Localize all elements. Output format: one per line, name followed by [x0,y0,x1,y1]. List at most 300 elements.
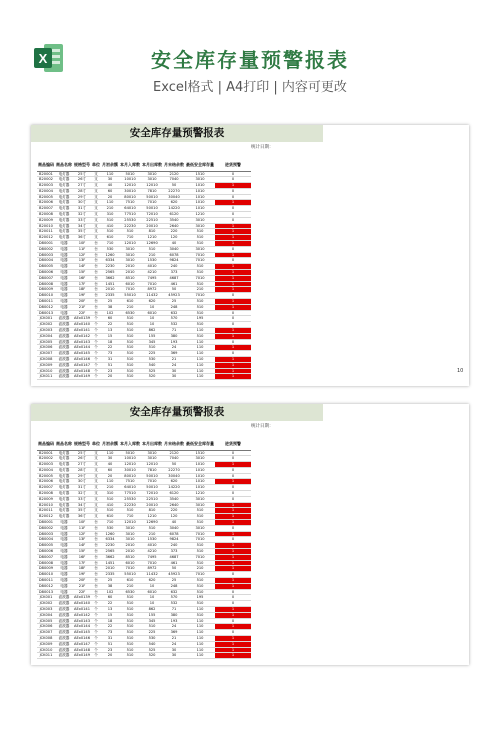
table-cell: 2120 [163,450,185,456]
table-cell: 支 [91,473,101,479]
table-cell: 1210 [185,212,215,218]
table-cell: 20 [101,653,119,659]
table-cell: 电器 [55,287,73,293]
table-cell: B20002 [37,177,55,183]
table-cell: JCK008 [37,636,55,642]
table-cell: 3010 [185,525,215,531]
table-cell: 510 [101,496,119,502]
table-cell: 滤波器 [55,333,73,339]
table-cell: 1510 [185,450,215,456]
table-cell: 台 [91,293,101,299]
table-cell: JCK001 [37,316,55,322]
table-cell: 电灯器 [55,235,73,241]
table-cell: 510 [185,612,215,618]
table-cell: 3010 [185,223,215,229]
table-cell: 510 [119,618,141,624]
table-cell: 21F [73,583,91,589]
table-row [37,374,251,380]
table-cell: B20006 [37,200,55,206]
restock-alert-cell: 1 [215,607,251,613]
table-cell: 620 [163,479,185,485]
table-cell: 6334 [101,537,119,543]
table-cell: 155 [141,333,163,339]
table-cell: B20005 [37,194,55,200]
table-cell: D80004 [38,537,54,542]
table-cell: 15F [73,270,91,276]
table-cell: AEx0143 [74,618,91,623]
restock-alert-cell: 1 [215,543,251,549]
table-cell: 支 [91,194,101,200]
table-cell: 4687 [163,554,185,560]
restock-alert-cell: 0 [215,177,251,183]
table-cell: 滤波器 [55,374,73,380]
table-cell: 台 [91,554,101,560]
column-header: 本月入库数 [119,159,141,171]
table-cell: 510 [185,520,215,526]
table-cell: 个 [91,351,101,357]
table-cell: 532 [163,601,185,607]
table-cell: 10 [141,316,163,322]
table-cell: JCK009 [37,362,55,368]
table-cell: B20007 [37,485,55,491]
table-cell: AEx0149 [74,653,91,658]
table-cell: 525 [141,368,163,374]
table-cell: 6078 [163,252,185,258]
table-cell: 50 [163,462,185,468]
table-cell: 30010 [119,188,141,194]
table-cell: 22270 [163,188,185,194]
table-cell: JCK010 [37,647,55,653]
table-cell: 支 [91,502,101,508]
table-cell: 2565 [101,549,119,555]
restock-alert-cell: 1 [215,636,251,642]
table-cell: 23 [101,647,119,653]
restock-alert-cell: 1 [215,252,251,258]
table-cell: 60 [101,316,119,322]
table-cell: 3010 [141,450,163,456]
table-cell: D80002 [38,525,54,530]
table-cell: 540 [141,362,163,368]
table-cell: 10 [141,583,163,589]
table-cell: D80010 [38,572,54,577]
table-cell: D80011 [38,299,54,304]
table-cell: 4687 [163,275,185,281]
table-cell: 24 [163,624,185,630]
restock-alert-cell: 1 [215,641,251,647]
table-cell: 50 [163,287,185,293]
svg-text:X: X [38,51,48,66]
table-cell: 个 [91,333,101,339]
table-cell: 支 [91,200,101,206]
table-cell: 30 [101,456,119,462]
restock-alert-cell: 0 [215,351,251,357]
table-cell: 支 [91,223,101,229]
table-cell: 510 [185,333,215,339]
restock-alert-cell: 0 [215,572,251,578]
restock-alert-cell: 1 [215,560,251,566]
table-cell: 1530 [141,537,163,543]
page-header [0,0,500,120]
table-cell: 7010 [185,252,215,258]
table-cell: B20001 [37,171,55,177]
table-cell: D80009 [38,566,54,571]
table-cell: JCK009 [37,641,55,647]
table-cell: 510 [185,589,215,595]
table-cell: 18 [101,618,119,624]
table-cell: 25寸 [73,450,91,456]
table-cell: 80010 [119,194,141,200]
table-cell: 支 [91,479,101,485]
table-cell: 510 [101,508,119,514]
table-cell: 102 [101,310,119,316]
restock-alert-cell: 1 [215,374,251,380]
table-cell: 110 [185,618,215,624]
table-cell: 个 [91,328,101,334]
sheet-date-label: 统计日期： [251,424,274,429]
restock-alert-cell: 0 [215,310,251,316]
table-cell: 510 [119,328,141,334]
table-cell: 21F [73,304,91,310]
table-cell: 1451 [101,281,119,287]
table-cell: 532 [163,322,185,328]
restock-alert-cell: 0 [215,212,251,218]
table-cell: 510 [185,235,215,241]
restock-alert-cell: 0 [215,467,251,473]
table-cell: 30040 [163,194,185,200]
table-cell: 电灯器 [55,450,73,456]
table-cell: 110 [185,624,215,630]
table-cell: 3010 [185,217,215,223]
table-cell: 2230 [101,543,119,549]
table-cell: 28寸 [73,467,91,473]
table-cell: 510 [119,316,141,322]
table-cell: 510 [119,647,141,653]
table-cell: 个 [91,618,101,624]
table-cell: 滤波器 [55,607,73,613]
restock-alert-cell: 1 [215,583,251,589]
table-cell: 个 [91,653,101,659]
table-cell: 1260 [101,531,119,537]
table-cell: AEx0147 [74,641,91,646]
table-cell: 支 [91,183,101,189]
table-cell: 2010 [119,270,141,276]
table-cell: 510 [119,641,141,647]
restock-alert-cell: 0 [215,496,251,502]
table-cell: 3010 [141,177,163,183]
table-cell: 台 [91,304,101,310]
table-cell: 个 [91,322,101,328]
table-cell: JCK011 [37,653,55,659]
table-cell: 40 [101,183,119,189]
table-cell: 30 [163,647,185,653]
table-cell: 3010 [185,246,215,252]
table-cell: 10 [141,304,163,310]
table-cell: 30寸 [73,479,91,485]
table-cell: 461 [163,560,185,566]
table-cell: 6120 [163,491,185,497]
table-cell: 电器 [55,525,73,531]
table-cell: 10010 [119,177,141,183]
table-cell: 电灯器 [55,183,73,189]
table-cell: 7810 [141,188,163,194]
table-cell: B20004 [37,188,55,194]
table-cell: 电灯器 [55,229,73,235]
table-cell: 3040 [163,246,185,252]
table-cell: 64010 [119,485,141,491]
table-cell: 248 [163,583,185,589]
table-cell: 10F [73,241,91,247]
table-cell: 13F [73,258,91,264]
restock-alert-cell: 0 [215,246,251,252]
table-cell: 电器 [55,246,73,252]
table-cell: 电器 [55,293,73,299]
table-cell: 20 [101,194,119,200]
table-cell: 510 [141,624,163,630]
table-cell: 7010 [141,200,163,206]
table-cell: 862 [141,607,163,613]
table-cell: B20008 [37,491,55,497]
table-cell: 26寸 [73,456,91,462]
table-cell: 510 [185,508,215,514]
restock-alert-cell: 0 [215,595,251,601]
table-cell: D80007 [38,554,54,559]
table-cell: 2565 [101,270,119,276]
table-cell: 369 [163,630,185,636]
table-cell: 个 [91,595,101,601]
table-cell: 个 [91,362,101,368]
table-cell: 12690 [141,520,163,526]
restock-alert-cell: 1 [215,223,251,229]
table-cell: D80012 [38,304,54,309]
table-cell: 13 [101,328,119,334]
table-cell: 72010 [141,212,163,218]
table-cell: D80007 [38,275,54,280]
table-cell: 632 [163,589,185,595]
table-cell: 110 [185,653,215,659]
table-cell: 2230 [101,264,119,270]
table-cell: B20011 [37,229,55,235]
table-cell: 210 [101,206,119,212]
table-cell: 25530 [119,496,141,502]
table-cell: 滤波器 [55,351,73,357]
table-cell: 电灯器 [55,456,73,462]
table-cell: 台 [91,310,101,316]
table-cell: 滤波器 [55,362,73,368]
table-cell: 6010 [119,281,141,287]
table-cell: 30 [101,177,119,183]
table-cell: AEx0141 [74,607,91,612]
table-cell: 12010 [119,520,141,526]
table-cell: 电灯器 [55,491,73,497]
restock-alert-cell: 1 [215,566,251,572]
restock-alert-cell: 0 [215,188,251,194]
column-header: 本月出库数 [141,159,163,171]
table-cell: 支 [91,496,101,502]
table-cell: 7010 [141,281,163,287]
table-cell: 3010 [119,252,141,258]
sheet-title: 安全库存量预警报表 [31,125,323,142]
table-cell: 810 [141,229,163,235]
table-cell: 1010 [185,467,215,473]
table-cell: 5010 [119,171,141,177]
restock-alert-cell: 1 [215,229,251,235]
table-cell: 12010 [141,183,163,189]
table-cell: 1010 [185,188,215,194]
table-cell: 18F [73,287,91,293]
table-cell: 610 [101,514,119,520]
table-cell: B20011 [37,508,55,514]
table-cell: 14220 [163,206,185,212]
table-cell: 77510 [119,491,141,497]
table-cell: 3010 [141,456,163,462]
table-cell: 45923 [163,572,185,578]
table-cell: 210 [101,485,119,491]
table-cell: 410 [101,223,119,229]
table-cell: 55010 [119,572,141,578]
table-cell: 台 [91,258,101,264]
table-cell: 50 [163,566,185,572]
table-cell: 510 [185,264,215,270]
table-cell: 210 [141,252,163,258]
stock-table [37,159,251,380]
restock-alert-cell: 1 [215,647,251,653]
table-cell: 22230 [119,223,141,229]
table-cell: 支 [91,467,101,473]
table-cell: 4210 [141,549,163,555]
table-cell: 20 [101,374,119,380]
restock-alert-cell: 1 [215,304,251,310]
table-cell: 220 [163,229,185,235]
table-cell: 滤波器 [55,328,73,334]
table-cell: 支 [91,450,101,456]
table-cell: 610 [119,299,141,305]
table-cell: 30 [163,374,185,380]
restock-alert-cell: 1 [215,502,251,508]
restock-alert-cell: 1 [215,183,251,189]
table-cell: 18 [101,339,119,345]
table-cell: 7010 [141,479,163,485]
table-cell: 1260 [101,252,119,258]
table-cell: 10 [141,322,163,328]
table-cell: 2010 [119,543,141,549]
stock-table [37,438,251,659]
table-cell: 滤波器 [55,322,73,328]
table-cell: 510 [185,583,215,589]
table-cell: 25530 [119,217,141,223]
table-cell: 110 [101,171,119,177]
restock-alert-cell: 1 [215,275,251,281]
table-cell: 电器 [55,531,73,537]
table-cell: 3010 [185,456,215,462]
table-cell: 1010 [185,485,215,491]
table-cell: 1510 [185,171,215,177]
table-cell: 滤波器 [55,618,73,624]
table-cell: 50010 [141,485,163,491]
table-cell: D80013 [38,310,54,315]
table-cell: JCK004 [37,612,55,618]
table-cell: JCK002 [37,601,55,607]
restock-alert-cell: 1 [215,462,251,468]
table-cell: 30040 [163,473,185,479]
table-cell: 530 [141,357,163,363]
table-cell: 8510 [119,554,141,560]
table-cell: 个 [91,374,101,380]
table-cell: 电器 [55,252,73,258]
table-cell: 193 [163,618,185,624]
table-cell: 110 [185,345,215,351]
table-cell: 个 [91,647,101,653]
table-cell: 20 [101,473,119,479]
table-cell: 373 [163,549,185,555]
table-cell: 7010 [119,287,141,293]
table-cell: 510 [141,345,163,351]
table-cell: 15 [101,612,119,618]
table-cell: AEx0146 [74,357,91,361]
table-cell: 3540 [163,496,185,502]
table-cell: 个 [91,316,101,322]
table-cell: 620 [141,299,163,305]
table-cell: 支 [91,177,101,183]
restock-alert-cell: 1 [215,554,251,560]
table-cell: 20010 [141,223,163,229]
table-cell: 33寸 [73,217,91,223]
restock-alert-cell: 1 [215,264,251,270]
table-cell: 21 [163,636,185,642]
table-cell: 30寸 [73,200,91,206]
table-cell: 3662 [101,554,119,560]
table-cell: 22 [101,322,119,328]
table-cell: 110 [185,351,215,357]
table-cell: 14F [73,264,91,270]
table-cell: 滤波器 [55,647,73,653]
table-cell: 210 [185,287,215,293]
table-cell: 12010 [119,183,141,189]
table-cell: 102 [101,589,119,595]
restock-alert-cell: 1 [215,345,251,351]
table-cell: 510 [119,630,141,636]
table-cell: 电器 [55,549,73,555]
table-cell: 支 [91,212,101,218]
table-cell: 510 [185,229,215,235]
table-cell: 7810 [141,467,163,473]
table-cell: 个 [91,601,101,607]
table-cell: D80008 [38,281,54,286]
table-cell: 11F [73,525,91,531]
table-cell: 4010 [141,264,163,270]
table-cell: 个 [91,641,101,647]
table-cell: 12F [73,531,91,537]
table-cell: 电灯器 [55,479,73,485]
table-cell: 110 [185,636,215,642]
table-cell: 电灯器 [55,496,73,502]
table-cell: 13 [101,607,119,613]
table-cell: 个 [91,339,101,345]
table-cell: 2120 [163,171,185,177]
table-cell: 520 [141,653,163,659]
table-cell: 台 [91,543,101,549]
table-cell: 51 [101,641,119,647]
table-cell: 30 [163,653,185,659]
table-cell: 27寸 [73,183,91,189]
table-cell: AEx0142 [74,612,91,617]
table-cell: 31寸 [73,206,91,212]
table-cell: 25 [101,578,119,584]
table-cell: 2010 [101,566,119,572]
table-cell: 73 [101,351,119,357]
table-cell: 电灯器 [55,502,73,508]
table-cell: 2335 [101,572,119,578]
table-cell: 8510 [119,275,141,281]
